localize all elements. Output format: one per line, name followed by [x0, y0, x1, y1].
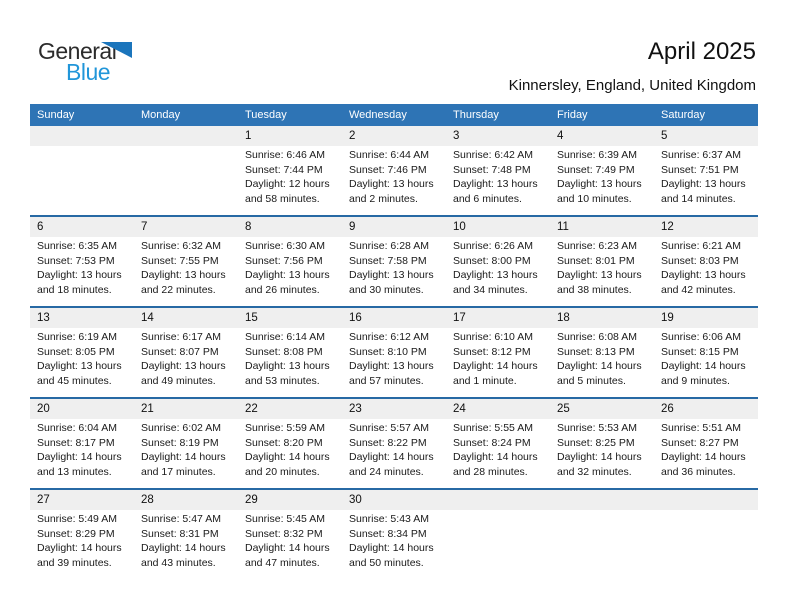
day-number: 28 [141, 494, 154, 506]
empty-day-number [134, 126, 238, 146]
day-details [446, 237, 550, 306]
day-number: 30 [349, 494, 362, 506]
logo-text-blue: Blue [66, 59, 111, 85]
daylight2-text: and 43 minutes. [141, 556, 216, 569]
day-number: 10 [453, 221, 466, 233]
day-details-row [30, 419, 758, 488]
sunrise-text: Sunrise: 5:49 AM [37, 513, 117, 525]
day-details [134, 419, 238, 488]
daylight1-text: Daylight: 14 hours [453, 451, 538, 464]
empty-day-cell [134, 146, 238, 215]
daylight2-text: and 9 minutes. [661, 374, 730, 387]
day-number: 27 [37, 494, 50, 506]
weekday-wednesday: Wednesday [349, 109, 407, 121]
sunset-text: Sunset: 7:46 PM [349, 163, 427, 176]
week-row [30, 126, 758, 215]
day-number: 26 [661, 403, 674, 415]
day-details [238, 510, 342, 579]
day-number: 18 [557, 312, 570, 324]
day-number: 23 [349, 403, 362, 415]
empty-day-cell [446, 510, 550, 579]
day-details [342, 419, 446, 488]
sunrise-text: Sunrise: 6:17 AM [141, 331, 221, 343]
day-details-row [30, 237, 758, 306]
day-details-row [30, 146, 758, 215]
sunset-text: Sunset: 7:48 PM [453, 163, 531, 176]
sunrise-text: Sunrise: 5:43 AM [349, 513, 429, 525]
sunset-text: Sunset: 8:08 PM [245, 345, 323, 358]
day-details [30, 237, 134, 306]
day-number: 25 [557, 403, 570, 415]
daylight1-text: Daylight: 13 hours [37, 360, 122, 373]
day-number: 11 [557, 221, 569, 233]
sunset-text: Sunset: 8:03 PM [661, 254, 739, 267]
daylight2-text: and 34 minutes. [453, 283, 528, 296]
sunrise-text: Sunrise: 6:23 AM [557, 240, 637, 252]
daylight1-text: Daylight: 14 hours [661, 451, 746, 464]
day-number: 1 [245, 130, 252, 142]
daylight1-text: Daylight: 14 hours [245, 542, 330, 555]
day-details [134, 510, 238, 579]
day-details [654, 419, 758, 488]
empty-day-cell [654, 510, 758, 579]
sunrise-text: Sunrise: 6:32 AM [141, 240, 221, 252]
daylight2-text: and 57 minutes. [349, 374, 424, 387]
daylight1-text: Daylight: 13 hours [349, 360, 434, 373]
weekday-friday: Friday [557, 109, 588, 121]
weekday-sunday: Sunday [37, 109, 75, 121]
sunset-text: Sunset: 8:22 PM [349, 436, 427, 449]
weekday-tuesday: Tuesday [245, 109, 287, 121]
daylight1-text: Daylight: 14 hours [37, 451, 122, 464]
page-title: April 2025 [647, 38, 756, 65]
sunrise-text: Sunrise: 5:45 AM [245, 513, 325, 525]
day-details [550, 146, 654, 215]
daylight2-text: and 32 minutes. [557, 465, 632, 478]
day-number: 21 [141, 403, 154, 415]
day-number: 29 [245, 494, 258, 506]
daylight2-text: and 17 minutes. [141, 465, 216, 478]
day-number: 22 [245, 403, 258, 415]
sunset-text: Sunset: 7:44 PM [245, 163, 323, 176]
daylight2-text: and 18 minutes. [37, 283, 112, 296]
week-row [30, 306, 758, 397]
daylight1-text: Daylight: 13 hours [349, 178, 434, 191]
daylight1-text: Daylight: 13 hours [37, 269, 122, 282]
daylight2-text: and 49 minutes. [141, 374, 216, 387]
day-number-stripe [30, 308, 758, 328]
sunrise-text: Sunrise: 6:19 AM [37, 331, 117, 343]
weekday-saturday: Saturday [661, 109, 706, 121]
sunrise-text: Sunrise: 6:39 AM [557, 149, 637, 161]
daylight2-text: and 1 minute. [453, 374, 517, 387]
daylight2-text: and 10 minutes. [557, 192, 632, 205]
daylight1-text: Daylight: 14 hours [37, 542, 122, 555]
day-details [550, 419, 654, 488]
sunrise-text: Sunrise: 6:14 AM [245, 331, 325, 343]
empty-day-number [30, 126, 134, 146]
day-details [654, 146, 758, 215]
daylight2-text: and 24 minutes. [349, 465, 424, 478]
daylight1-text: Daylight: 13 hours [245, 360, 330, 373]
day-number: 16 [349, 312, 362, 324]
daylight2-text: and 38 minutes. [557, 283, 632, 296]
daylight1-text: Daylight: 13 hours [349, 269, 434, 282]
sunset-text: Sunset: 8:27 PM [661, 436, 739, 449]
daylight2-text: and 26 minutes. [245, 283, 320, 296]
day-details [30, 510, 134, 579]
day-number: 9 [349, 221, 356, 233]
day-details [238, 237, 342, 306]
sunset-text: Sunset: 7:58 PM [349, 254, 427, 267]
calendar-table [30, 104, 758, 579]
logo-text-general: General [38, 38, 117, 64]
sunset-text: Sunset: 7:49 PM [557, 163, 635, 176]
day-number: 19 [661, 312, 674, 324]
daylight2-text: and 50 minutes. [349, 556, 424, 569]
day-details [238, 328, 342, 397]
daylight1-text: Daylight: 13 hours [557, 178, 642, 191]
empty-day-cell [550, 510, 654, 579]
daylight1-text: Daylight: 13 hours [453, 269, 538, 282]
daylight2-text: and 53 minutes. [245, 374, 320, 387]
daylight2-text: and 2 minutes. [349, 192, 418, 205]
sunset-text: Sunset: 8:13 PM [557, 345, 635, 358]
daylight1-text: Daylight: 14 hours [661, 360, 746, 373]
sunrise-text: Sunrise: 6:26 AM [453, 240, 533, 252]
sunrise-text: Sunrise: 5:55 AM [453, 422, 533, 434]
day-details [342, 237, 446, 306]
sunset-text: Sunset: 7:55 PM [141, 254, 219, 267]
day-details [342, 510, 446, 579]
daylight2-text: and 13 minutes. [37, 465, 112, 478]
weekday-monday: Monday [141, 109, 181, 121]
sunrise-text: Sunrise: 6:21 AM [661, 240, 741, 252]
sunset-text: Sunset: 8:32 PM [245, 527, 323, 540]
day-details [238, 146, 342, 215]
sunset-text: Sunset: 8:00 PM [453, 254, 531, 267]
sunrise-text: Sunrise: 6:28 AM [349, 240, 429, 252]
sunset-text: Sunset: 8:34 PM [349, 527, 427, 540]
day-details [550, 237, 654, 306]
day-details [550, 328, 654, 397]
daylight1-text: Daylight: 13 hours [557, 269, 642, 282]
week-row [30, 397, 758, 488]
day-details [654, 237, 758, 306]
day-number: 17 [453, 312, 466, 324]
sunset-text: Sunset: 8:15 PM [661, 345, 739, 358]
daylight1-text: Daylight: 13 hours [661, 178, 746, 191]
day-details [446, 419, 550, 488]
daylight2-text: and 58 minutes. [245, 192, 320, 205]
sunset-text: Sunset: 8:01 PM [557, 254, 635, 267]
sunrise-text: Sunrise: 6:10 AM [453, 331, 533, 343]
day-details [30, 419, 134, 488]
sunrise-text: Sunrise: 6:37 AM [661, 149, 741, 161]
day-details [30, 328, 134, 397]
day-details-row [30, 328, 758, 397]
day-number-stripe [30, 399, 758, 419]
day-number-stripe [30, 490, 758, 510]
sunrise-text: Sunrise: 6:35 AM [37, 240, 117, 252]
daylight2-text: and 45 minutes. [37, 374, 112, 387]
empty-day-number [654, 490, 758, 510]
daylight1-text: Daylight: 13 hours [141, 360, 226, 373]
daylight1-text: Daylight: 14 hours [349, 451, 434, 464]
day-details [446, 146, 550, 215]
sunrise-text: Sunrise: 5:47 AM [141, 513, 221, 525]
day-number: 6 [37, 221, 44, 233]
day-number: 14 [141, 312, 154, 324]
sunset-text: Sunset: 7:56 PM [245, 254, 323, 267]
sunrise-text: Sunrise: 5:51 AM [661, 422, 741, 434]
sunrise-text: Sunrise: 6:44 AM [349, 149, 429, 161]
day-details [342, 146, 446, 215]
daylight1-text: Daylight: 14 hours [245, 451, 330, 464]
daylight1-text: Daylight: 13 hours [661, 269, 746, 282]
daylight1-text: Daylight: 14 hours [453, 360, 538, 373]
weekday-header-row [30, 104, 758, 126]
sunrise-text: Sunrise: 6:30 AM [245, 240, 325, 252]
week-row [30, 488, 758, 579]
daylight1-text: Daylight: 14 hours [349, 542, 434, 555]
calendar-weeks [30, 126, 758, 579]
day-number: 12 [661, 221, 674, 233]
sunrise-text: Sunrise: 6:06 AM [661, 331, 741, 343]
day-number: 7 [141, 221, 148, 233]
empty-day-number [550, 490, 654, 510]
sunset-text: Sunset: 8:29 PM [37, 527, 115, 540]
sunset-text: Sunset: 8:19 PM [141, 436, 219, 449]
daylight1-text: Daylight: 14 hours [141, 451, 226, 464]
day-number: 13 [37, 312, 50, 324]
daylight2-text: and 42 minutes. [661, 283, 736, 296]
daylight2-text: and 14 minutes. [661, 192, 736, 205]
day-details [134, 328, 238, 397]
day-number: 15 [245, 312, 258, 324]
sunrise-text: Sunrise: 5:57 AM [349, 422, 429, 434]
sunrise-text: Sunrise: 6:46 AM [245, 149, 325, 161]
day-number: 4 [557, 130, 564, 142]
weekday-thursday: Thursday [453, 109, 499, 121]
daylight2-text: and 6 minutes. [453, 192, 522, 205]
daylight1-text: Daylight: 14 hours [557, 451, 642, 464]
daylight2-text: and 47 minutes. [245, 556, 320, 569]
day-number: 24 [453, 403, 466, 415]
sunrise-text: Sunrise: 6:04 AM [37, 422, 117, 434]
daylight2-text: and 20 minutes. [245, 465, 320, 478]
sunset-text: Sunset: 8:20 PM [245, 436, 323, 449]
sunrise-text: Sunrise: 6:12 AM [349, 331, 429, 343]
page-subtitle: Kinnersley, England, United Kingdom [508, 77, 756, 94]
day-number: 5 [661, 130, 668, 142]
general-blue-logo [38, 38, 148, 88]
day-number: 2 [349, 130, 356, 142]
daylight2-text: and 36 minutes. [661, 465, 736, 478]
sunrise-text: Sunrise: 6:08 AM [557, 331, 637, 343]
daylight1-text: Daylight: 12 hours [245, 178, 330, 191]
sunset-text: Sunset: 8:10 PM [349, 345, 427, 358]
day-number: 8 [245, 221, 252, 233]
daylight1-text: Daylight: 14 hours [557, 360, 642, 373]
day-number-stripe [30, 126, 758, 146]
sunset-text: Sunset: 8:12 PM [453, 345, 531, 358]
day-details-row [30, 510, 758, 579]
day-details [134, 237, 238, 306]
day-number-stripe [30, 217, 758, 237]
day-details [654, 328, 758, 397]
sunset-text: Sunset: 8:17 PM [37, 436, 115, 449]
sunrise-text: Sunrise: 5:53 AM [557, 422, 637, 434]
sunset-text: Sunset: 8:24 PM [453, 436, 531, 449]
week-row [30, 215, 758, 306]
day-number: 3 [453, 130, 460, 142]
daylight2-text: and 22 minutes. [141, 283, 216, 296]
sunrise-text: Sunrise: 6:02 AM [141, 422, 221, 434]
daylight2-text: and 39 minutes. [37, 556, 112, 569]
day-details [238, 419, 342, 488]
daylight2-text: and 30 minutes. [349, 283, 424, 296]
sunset-text: Sunset: 8:07 PM [141, 345, 219, 358]
sunset-text: Sunset: 8:31 PM [141, 527, 219, 540]
sunrise-text: Sunrise: 6:42 AM [453, 149, 533, 161]
daylight2-text: and 28 minutes. [453, 465, 528, 478]
daylight2-text: and 5 minutes. [557, 374, 626, 387]
sunset-text: Sunset: 7:51 PM [661, 163, 739, 176]
sunset-text: Sunset: 7:53 PM [37, 254, 115, 267]
day-number: 20 [37, 403, 50, 415]
daylight1-text: Daylight: 13 hours [245, 269, 330, 282]
empty-day-number [446, 490, 550, 510]
daylight1-text: Daylight: 13 hours [141, 269, 226, 282]
day-details [446, 328, 550, 397]
sunset-text: Sunset: 8:05 PM [37, 345, 115, 358]
sunrise-text: Sunrise: 5:59 AM [245, 422, 325, 434]
daylight1-text: Daylight: 13 hours [453, 178, 538, 191]
sunset-text: Sunset: 8:25 PM [557, 436, 635, 449]
empty-day-cell [30, 146, 134, 215]
day-details [342, 328, 446, 397]
daylight1-text: Daylight: 14 hours [141, 542, 226, 555]
